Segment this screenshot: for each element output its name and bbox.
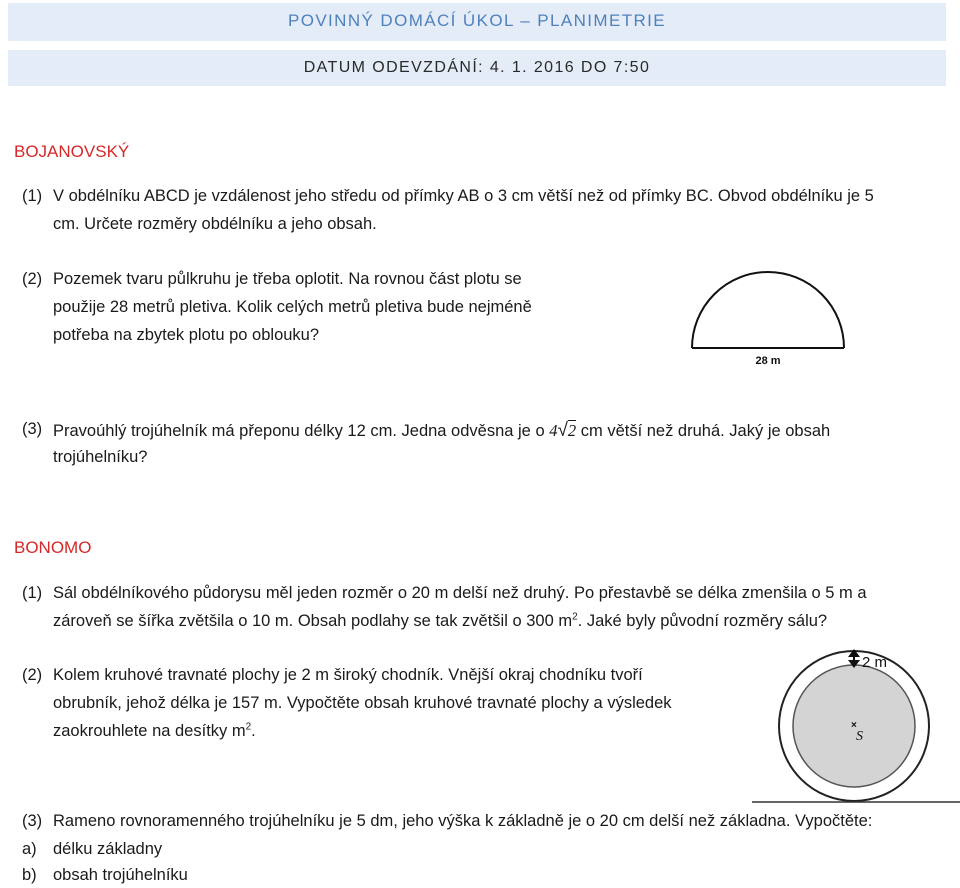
text-part: . Jaké byly původní rozměry sálu? xyxy=(577,612,828,630)
semicircle-figure xyxy=(688,262,848,372)
task-number: (3) xyxy=(22,812,43,830)
due-date: DATUM ODEVZDÁNÍ: 4. 1. 2016 DO 7:50 xyxy=(8,50,946,86)
task-text-line: potřeba na zbytek plotu po oblouku? xyxy=(53,326,320,344)
task-text-line: Kolem kruhové travnaté plochy je 2 m široký chodník. Vnější okraj chodníku tvoří xyxy=(53,666,643,684)
task-text-line xyxy=(53,612,827,631)
task-text-line: použije 28 metrů pletiva. Kolik celých metrů pletiva bude nejméně xyxy=(53,298,532,316)
semicircle-diameter-label: 28 m xyxy=(755,355,781,367)
task-text-line: Pozemek tvaru půlkruhu je třeba oplotit. Na rovnou část plotu se xyxy=(53,270,522,288)
subitem-text: délku základny xyxy=(53,840,163,858)
semicircle-arc xyxy=(692,272,844,348)
task-text-line xyxy=(53,722,256,741)
text-part: Pravoúhlý trojúhelník má přeponu délky 12 cm. Jedna odvěsna je o xyxy=(53,422,550,440)
circle-path-figure xyxy=(752,640,960,805)
subitem-label: b) xyxy=(22,866,37,884)
task-number: (3) xyxy=(22,420,43,438)
subitem-text: obsah trojúhelníku xyxy=(53,866,188,884)
sqrt-sign: √ xyxy=(557,420,568,441)
task-text-line xyxy=(53,420,830,442)
subitem-label: a) xyxy=(22,840,37,858)
text-part: zaokrouhlete na desítky m xyxy=(53,722,246,740)
superscript: 2 xyxy=(245,721,252,733)
task-text-line: V obdélníku ABCD je vzdálenost jeho středu od přímky AB o 3 cm větší než od přímky BC. Obvod obdélníku je 5 xyxy=(53,187,874,205)
text-part: . xyxy=(251,722,256,740)
page-title: POVINNÝ DOMÁCÍ ÚKOL – PLANIMETRIE xyxy=(8,3,946,41)
path-width-label: 2 m xyxy=(862,654,888,671)
task-number: (1) xyxy=(22,584,43,602)
task-text-line: trojúhelníku? xyxy=(53,448,148,466)
radicand: 2 xyxy=(567,421,577,440)
task-text-line: obrubník, jehož délka je 157 m. Vypočtěte obsah kruhové travnaté plochy a výsledek xyxy=(53,694,672,712)
task-text-line: Rameno rovnoramenného trojúhelníku je 5 dm, jeho výška k základně je o 20 cm delší než základna. Vypočtěte: xyxy=(53,812,873,830)
coefficient: 4 xyxy=(549,421,558,440)
task-text-line: Sál obdélníkového půdorysu měl jeden rozměr o 20 m delší než druhý. Po přestavbě se délka zmenšila o 5 m a xyxy=(53,584,867,602)
task-number: (1) xyxy=(22,187,43,205)
task-number: (2) xyxy=(22,666,43,684)
center-mark: × xyxy=(851,720,857,731)
text-part: zároveň se šířka zvětšila o 10 m. Obsah podlahy se tak zvětšil o 300 m xyxy=(53,612,573,630)
task-text-line: cm. Určete rozměry obdélníku a jeho obsah. xyxy=(53,215,377,233)
task-number: (2) xyxy=(22,270,43,288)
center-label: S xyxy=(856,729,863,744)
section-heading-bonomo: BONOMO xyxy=(14,538,92,557)
text-part: cm větší než druhá. Jaký je obsah xyxy=(576,422,831,440)
section-heading-bojanovsky: BOJANOVSKÝ xyxy=(14,142,130,161)
superscript: 2 xyxy=(572,611,578,623)
